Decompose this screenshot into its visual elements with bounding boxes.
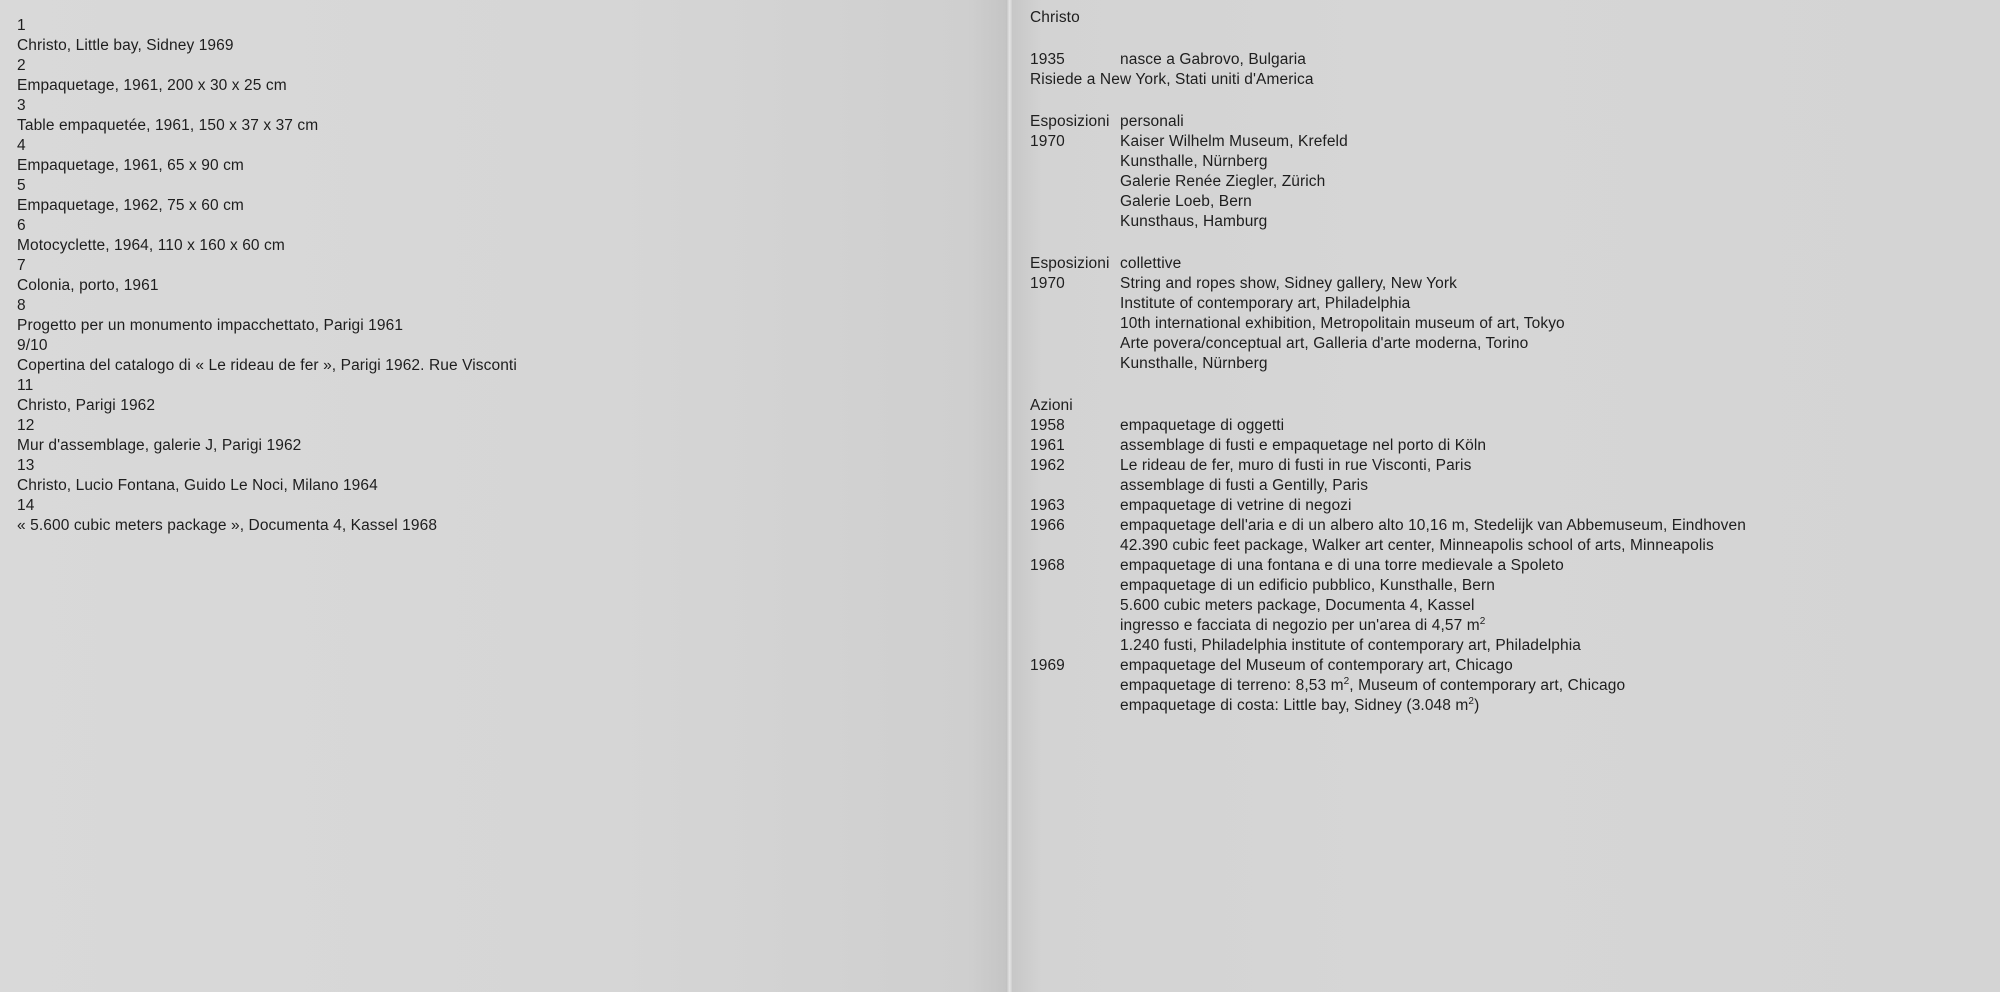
exhibition-row [1030, 172, 1970, 192]
collettive-heading [1030, 254, 1970, 274]
personali-label-b: personali [1120, 113, 1184, 130]
azioni-year [1030, 596, 1120, 616]
exhibition-row [1030, 314, 1970, 334]
azioni-row [1030, 456, 1970, 476]
azioni-text: empaquetage di costa: Little bay, Sidney (3.048 $m^2$) [1120, 696, 1480, 714]
caption-text: Empaquetage, 1961, 200 x 30 x 25 cm [17, 77, 287, 94]
azioni-year [1030, 536, 1120, 556]
azioni-text: empaquetage di vetrine di negozi [1120, 497, 1352, 514]
azioni-text: ingresso e facciata di negozio per un'area di 4,57 $m^2$ [1120, 616, 1486, 634]
exhibition-row [1030, 132, 1970, 152]
azioni-text: 5.600 cubic meters package, Documenta 4, Kassel [1120, 597, 1475, 614]
azioni-year: 1963 [1030, 497, 1065, 514]
azioni-year [1030, 576, 1120, 596]
azioni-label: Azioni [1030, 397, 1073, 414]
azioni-year: 1961 [1030, 437, 1065, 454]
caption-text: Mur d'assemblage, galerie J, Parigi 1962 [17, 437, 302, 454]
exhibition-text: Institute of contemporary art, Philadelphia [1120, 295, 1411, 312]
caption-text: Christo, Little bay, Sidney 1969 [17, 37, 234, 54]
exhibition-text: Galerie Loeb, Bern [1120, 193, 1252, 210]
azioni-year [1030, 696, 1120, 716]
azioni-heading [1030, 396, 1970, 416]
caption-text: Empaquetage, 1961, 65 x 90 cm [17, 157, 244, 174]
exhibition-text: Kaiser Wilhelm Museum, Krefeld [1120, 133, 1348, 150]
caption-item [17, 96, 517, 136]
azioni-row [1030, 556, 1970, 576]
exhibition-row [1030, 274, 1970, 294]
caption-number: 8 [17, 297, 26, 314]
caption-text: Table empaquetée, 1961, 150 x 37 x 37 cm [17, 117, 319, 134]
azioni-list [1030, 416, 1970, 716]
residence-row [1030, 70, 1970, 90]
superscript: 2 [1468, 696, 1475, 707]
biography [1030, 8, 1970, 716]
exhibition-text: Kunsthalle, Nürnberg [1120, 355, 1268, 372]
azioni-text: 42.390 cubic feet package, Walker art center, Minneapolis school of arts, Minneapolis [1120, 537, 1714, 554]
caption-item [17, 296, 517, 336]
azioni-text: Le rideau de fer, muro di fusti in rue Visconti, Paris [1120, 457, 1472, 474]
exhibition-text: Arte povera/conceptual art, Galleria d'arte moderna, Torino [1120, 335, 1529, 352]
azioni-year: 1958 [1030, 417, 1065, 434]
azioni-text: empaquetage dell'aria e di un albero alto 10,16 m, Stedelijk van Abbemuseum, Eindhoven [1120, 517, 1746, 534]
exhibition-year: 1970 [1030, 275, 1065, 292]
collettive-label-a: Esposizioni [1030, 255, 1110, 272]
caption-text: Christo, Parigi 1962 [17, 397, 156, 414]
caption-item [17, 416, 517, 456]
superscript: 2 [1479, 616, 1486, 627]
caption-item [17, 136, 517, 176]
caption-item [17, 376, 517, 416]
caption-number: 13 [17, 457, 35, 474]
azioni-year: 1969 [1030, 657, 1065, 674]
azioni-year [1030, 476, 1120, 496]
azioni-row [1030, 676, 1970, 696]
caption-item [17, 56, 517, 96]
azioni-text: assemblage di fusti a Gentilly, Paris [1120, 477, 1369, 494]
caption-item [17, 336, 517, 376]
caption-number: 7 [17, 257, 26, 274]
caption-text: Motocyclette, 1964, 110 x 160 x 60 cm [17, 237, 285, 254]
exhibition-row [1030, 334, 1970, 354]
caption-number: 5 [17, 177, 26, 194]
exhibition-year: 1970 [1030, 133, 1065, 150]
caption-number: 11 [17, 377, 34, 394]
caption-number: 6 [17, 217, 26, 234]
caption-number: 14 [17, 497, 35, 514]
azioni-year: 1968 [1030, 557, 1065, 574]
azioni-row [1030, 416, 1970, 436]
caption-item [17, 16, 517, 56]
azioni-text: empaquetage di terreno: 8,53 $m^2$, Museum of contemporary art, Chicago [1120, 676, 1626, 694]
azioni-text: 1.240 fusti, Philadelphia institute of contemporary art, Philadelphia [1120, 637, 1581, 654]
azioni-row [1030, 696, 1970, 716]
figure-captions-list [17, 16, 517, 536]
exhibition-text: 10th international exhibition, Metropolitain museum of art, Tokyo [1120, 315, 1565, 332]
caption-number: 3 [17, 97, 26, 114]
exhibition-text: Kunsthaus, Hamburg [1120, 213, 1268, 230]
exhibition-row [1030, 294, 1970, 314]
caption-text: Progetto per un monumento impacchettato, Parigi 1961 [17, 317, 404, 334]
exhibition-row [1030, 152, 1970, 172]
superscript: 2 [1343, 676, 1350, 687]
azioni-row [1030, 516, 1970, 536]
caption-number: 2 [17, 57, 26, 74]
caption-item [17, 456, 517, 496]
azioni-row [1030, 656, 1970, 676]
azioni-year: 1966 [1030, 517, 1065, 534]
caption-item [17, 496, 517, 536]
azioni-text: empaquetage di oggetti [1120, 417, 1285, 434]
azioni-year [1030, 676, 1120, 696]
birth-text: nasce a Gabrovo, Bulgaria [1120, 51, 1307, 68]
exhibition-text: String and ropes show, Sidney gallery, New York [1120, 275, 1457, 292]
azioni-row [1030, 616, 1970, 636]
caption-text: Christo, Lucio Fontana, Guido Le Noci, Milano 1964 [17, 477, 378, 494]
azioni-year [1030, 636, 1120, 656]
azioni-row [1030, 536, 1970, 556]
exhibition-text: Galerie Renée Ziegler, Zürich [1120, 173, 1326, 190]
caption-item [17, 256, 517, 296]
azioni-text: empaquetage del Museum of contemporary art, Chicago [1120, 657, 1513, 674]
birth-year: 1935 [1030, 51, 1065, 68]
caption-number: 1 [17, 17, 26, 34]
artist-name-heading: Christo [1030, 9, 1080, 26]
caption-number: 4 [17, 137, 26, 154]
exhibition-text: Kunsthalle, Nürnberg [1120, 153, 1268, 170]
caption-number: 9/10 [17, 337, 48, 354]
azioni-year: 1962 [1030, 457, 1065, 474]
caption-item [17, 176, 517, 216]
azioni-row [1030, 496, 1970, 516]
exhibition-row [1030, 354, 1970, 374]
caption-item [17, 216, 517, 256]
caption-text: « 5.600 cubic meters package », Documenta 4, Kassel 1968 [17, 517, 438, 534]
caption-number: 12 [17, 417, 35, 434]
caption-text: Empaquetage, 1962, 75 x 60 cm [17, 197, 244, 214]
azioni-text: assemblage di fusti e empaquetage nel porto di Köln [1120, 437, 1487, 454]
residence-text: Risiede a New York, Stati uniti d'America [1030, 71, 1314, 88]
personali-heading [1030, 112, 1970, 132]
azioni-text: empaquetage di un edificio pubblico, Kunsthalle, Bern [1120, 577, 1495, 594]
birth-row [1030, 50, 1970, 70]
caption-text: Colonia, porto, 1961 [17, 277, 159, 294]
azioni-row [1030, 476, 1970, 496]
collettive-label-b: collettive [1120, 255, 1182, 272]
personali-label-a: Esposizioni [1030, 113, 1110, 130]
caption-text: Copertina del catalogo di « Le rideau de fer », Parigi 1962. Rue Visconti [17, 357, 517, 374]
azioni-row [1030, 576, 1970, 596]
exhibition-row [1030, 192, 1970, 212]
azioni-row [1030, 596, 1970, 616]
azioni-text: empaquetage di una fontana e di una torre medievale a Spoleto [1120, 557, 1564, 574]
azioni-row [1030, 436, 1970, 456]
exhibition-row [1030, 212, 1970, 232]
azioni-row [1030, 636, 1970, 656]
azioni-year [1030, 616, 1120, 636]
